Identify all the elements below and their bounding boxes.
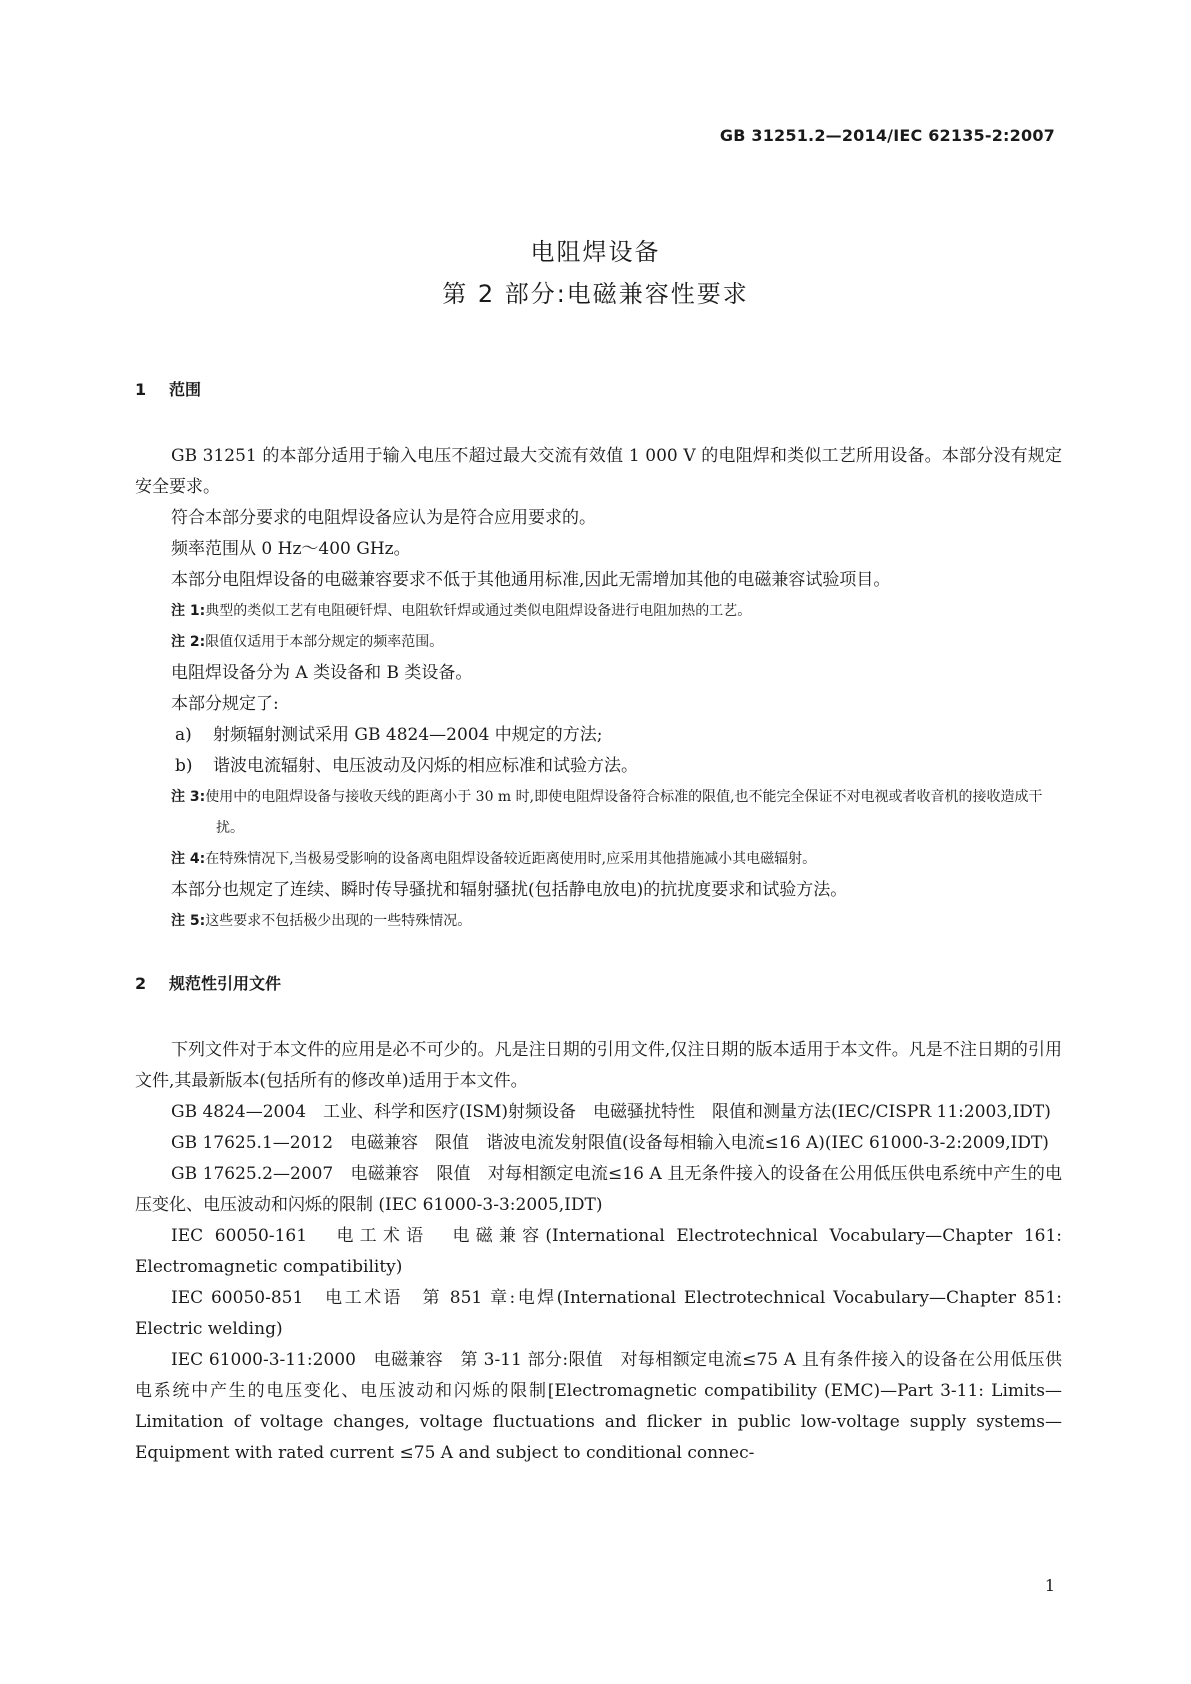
reference-entry: GB 17625.1—2012 电磁兼容 限值 谐波电流发射限值(设备每相输入电流≤16 A)(IEC 61000-3-2:2009,IDT) — [171, 1133, 1049, 1153]
reference-entry: IEC 61000-3-11:2000 电磁兼容 第 3-11 部分:限值 对每相额定电流≤75 A 且有条件接入的设备在公用低压供电系统中产生的电压变化、电压波动和闪烁的限制[Electromagnetic compatibility (EMC)—Part 3-11: Limits—Limitation of voltage changes, voltage fluctuations and flicker in public low-voltage supply systems—Equipment with rated current ≤75 A and subject to conditional connec- — [135, 1350, 1062, 1463]
section-1-number: 1 — [135, 380, 147, 399]
specifies-paragraph: 本部分规定了: — [171, 694, 279, 714]
reference-entry: GB 4824—2004 工业、科学和医疗(ISM)射频设备 电磁骚扰特性 限值和测量方法(IEC/CISPR 11:2003,IDT) — [171, 1102, 1051, 1122]
equipment-classes-paragraph: 电阻焊设备分为 A 类设备和 B 类设备。 — [171, 663, 473, 683]
list-marker: a) — [175, 725, 192, 745]
document-title-line-1: 电阻焊设备 — [530, 238, 661, 266]
section-1-title: 范围 — [169, 380, 202, 399]
note-text: 使用中的电阻焊设备与接收天线的距离小于 30 m 时,即使电阻焊设备符合标准的限值,也不能完全保证不对电视或者收音机的接收造成干扰。 — [205, 789, 1043, 836]
list-item-b — [135, 751, 1062, 782]
note-text: 在特殊情况下,当极易受影响的设备离电阻焊设备较近距离使用时,应采用其他措施减小其电磁辐射。 — [205, 851, 817, 867]
scope-paragraph: 频率范围从 0 Hz～400 GHz。 — [171, 539, 411, 559]
scope-paragraph: GB 31251 的本部分适用于输入电压不超过最大交流有效值 1 000 V 的电阻焊和类似工艺所用设备。本部分没有规定安全要求。 — [135, 446, 1062, 497]
note-label: 注 1: — [171, 603, 206, 619]
document-title-line-2: 第 2 部分:电磁兼容性要求 — [442, 280, 749, 308]
document-body — [135, 378, 1062, 1469]
note-2 — [135, 627, 1062, 658]
immunity-paragraph: 本部分也规定了连续、瞬时传导骚扰和辐射骚扰(包括静电放电)的抗扰度要求和试验方法。 — [171, 880, 848, 900]
note-5 — [135, 906, 1062, 937]
note-label: 注 3: — [171, 789, 206, 805]
reference-entry: IEC 60050-851 电工术语 第 851 章:电焊(International Electrotechnical Vocabulary—Chapter 851: Electric welding) — [135, 1288, 1062, 1339]
scope-paragraph: 本部分电阻焊设备的电磁兼容要求不低于其他通用标准,因此无需增加其他的电磁兼容试验项目。 — [171, 570, 891, 590]
note-text: 典型的类似工艺有电阻硬钎焊、电阻软钎焊或通过类似电阻焊设备进行电阻加热的工艺。 — [205, 603, 752, 619]
list-item-text: 射频辐射测试采用 GB 4824—2004 中规定的方法; — [213, 725, 603, 745]
list-marker: b) — [175, 756, 193, 776]
reference-entry: GB 17625.2—2007 电磁兼容 限值 对每相额定电流≤16 A 且无条件接入的设备在公用低压供电系统中产生的电压变化、电压波动和闪烁的限制 (IEC 61000-3-3:2005,IDT) — [135, 1164, 1062, 1215]
note-4 — [135, 844, 1062, 875]
note-text: 这些要求不包括极少出现的一些特殊情况。 — [205, 913, 472, 929]
scope-paragraph: 符合本部分要求的电阻焊设备应认为是符合应用要求的。 — [171, 508, 596, 528]
reference-entry: IEC 60050-161 电工术语 电磁兼容(International Electrotechnical Vocabulary—Chapter 161: Electromagnetic compatibility) — [135, 1226, 1062, 1277]
standard-code-header: GB 31251.2—2014/IEC 62135-2:2007 — [719, 126, 1055, 145]
note-3 — [135, 782, 1062, 844]
list-item-a — [135, 720, 1062, 751]
note-label: 注 4: — [171, 851, 206, 867]
list-item-text: 谐波电流辐射、电压波动及闪烁的相应标准和试验方法。 — [213, 756, 638, 776]
note-text: 限值仅适用于本部分规定的频率范围。 — [205, 634, 444, 650]
section-2-number: 2 — [135, 974, 147, 993]
section-2-title: 规范性引用文件 — [169, 974, 282, 993]
section-2-heading — [135, 972, 1062, 996]
normative-references-intro: 下列文件对于本文件的应用是必不可少的。凡是注日期的引用文件,仅注日期的版本适用于本文件。凡是不注日期的引用文件,其最新版本(包括所有的修改单)适用于本文件。 — [135, 1040, 1062, 1091]
section-1-heading — [135, 378, 1062, 402]
note-label: 注 5: — [171, 913, 206, 929]
page-number: 1 — [1044, 1576, 1055, 1595]
note-1 — [135, 596, 1062, 627]
note-label: 注 2: — [171, 634, 206, 650]
